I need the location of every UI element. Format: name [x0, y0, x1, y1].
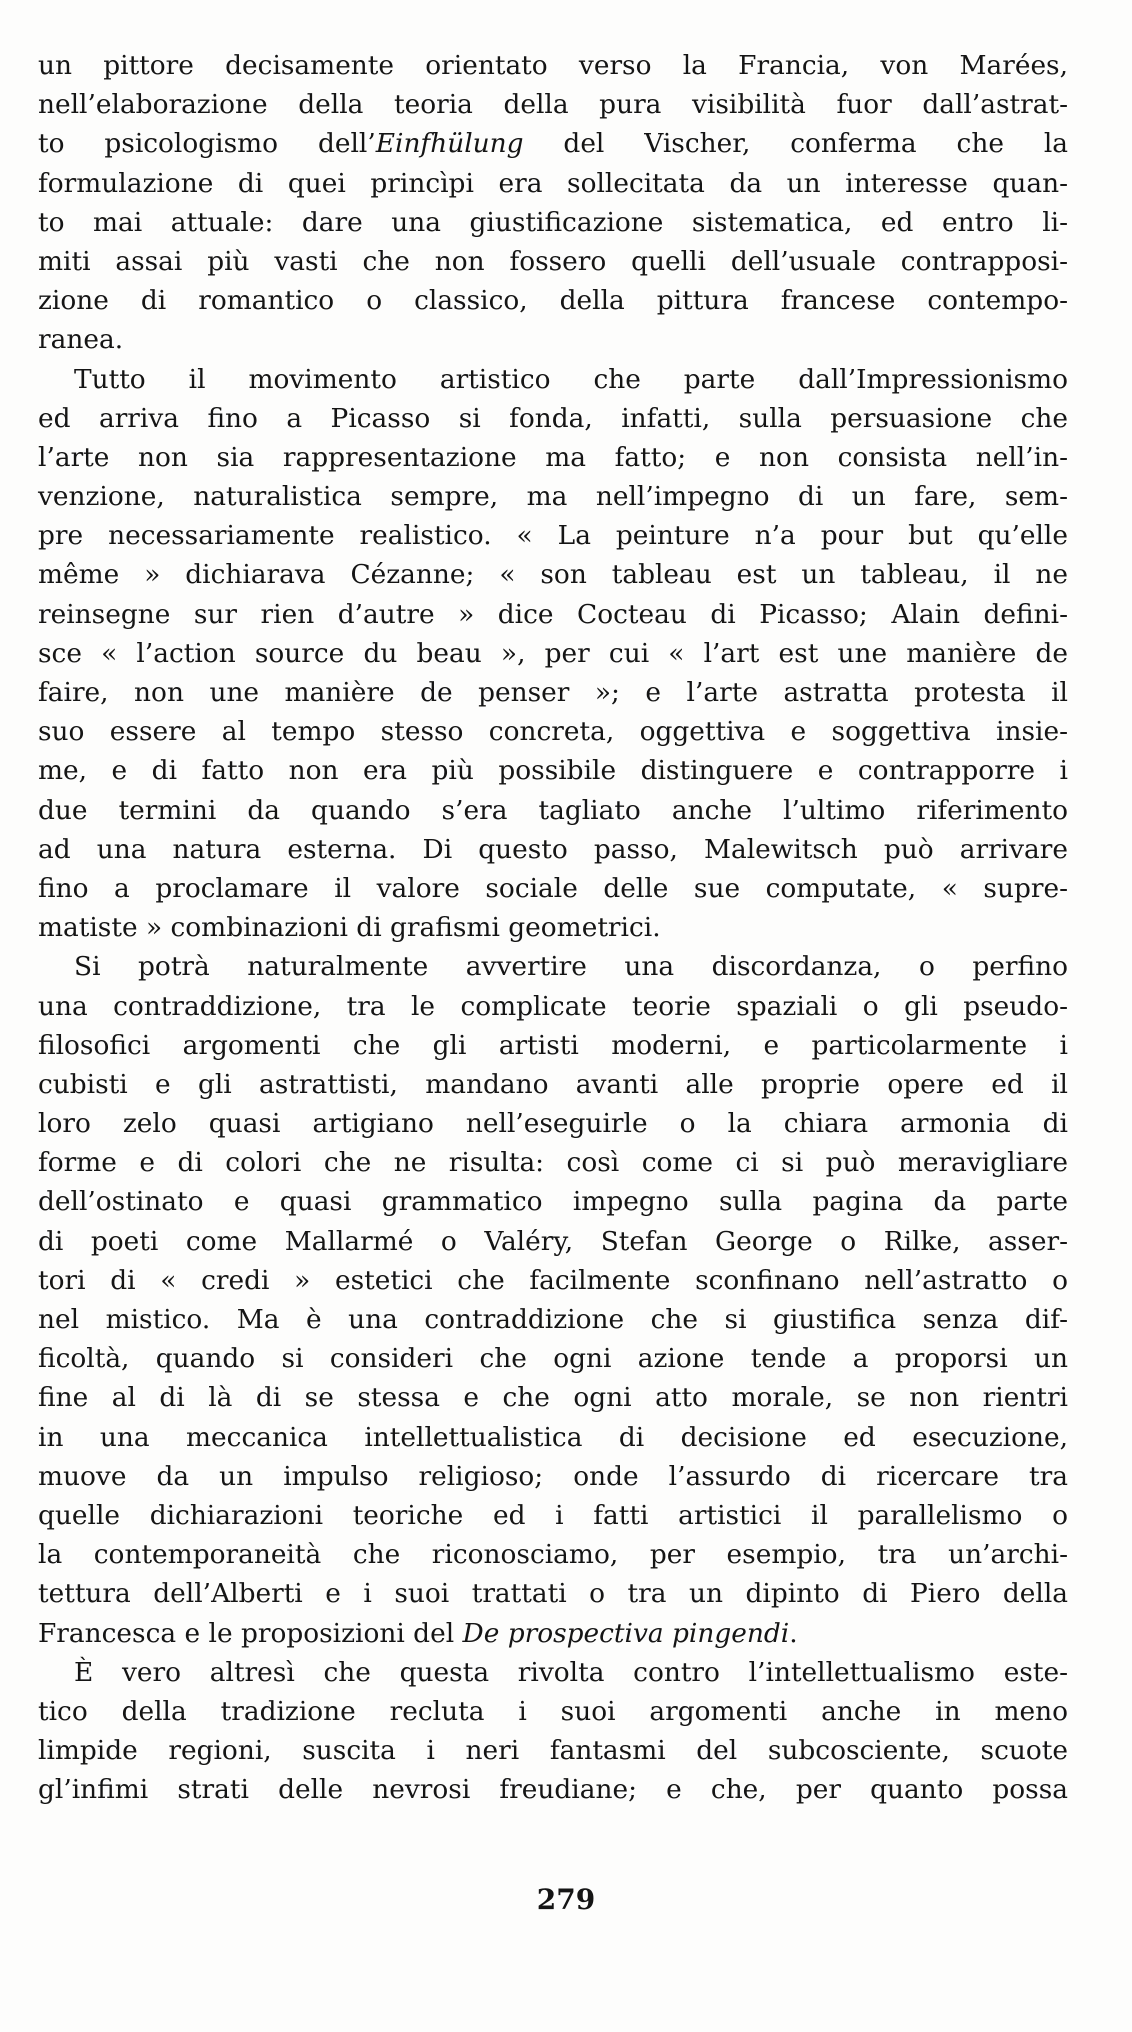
- text-segment: zione di romantico o classico, della pittura francese contempo-: [38, 285, 1068, 317]
- text-segment: di poeti come Mallarmé o Valéry, Stefan George o Rilke, asser-: [38, 1225, 1068, 1257]
- text-segment: Francesca e le proposizioni del: [38, 1617, 463, 1649]
- text-segment: nel mistico. Ma è una contraddizione che si giustifica senza dif-: [38, 1304, 1068, 1335]
- text-segment: sce « l’action source du beau », per cui « l’art est une manière de: [38, 637, 1068, 669]
- text-segment: fino a proclamare il valore sociale delle sue computate, « supre-: [38, 872, 1068, 904]
- text-line: [38, 1026, 1068, 1065]
- text-line: [38, 1143, 1068, 1182]
- text-line: [38, 908, 1068, 947]
- text-segment: me, e di fatto non era più possibile distinguere e contrapporre i: [38, 755, 1068, 787]
- text-line: [38, 1496, 1068, 1535]
- text-segment: È vero altresì che questa rivolta contro l’intellettualismo este-: [74, 1656, 1068, 1688]
- text-line: [38, 1535, 1068, 1574]
- text-segment: dell’ostinato e quasi grammatico impegno sulla pagina da parte: [38, 1186, 1068, 1218]
- text-segment: même » dichiarava Cézanne; « son tableau est un tableau, il ne: [38, 559, 1068, 591]
- text-line: [38, 634, 1068, 673]
- text-segment: la contemporaneità che riconosciamo, per esempio, tra un’archi-: [38, 1539, 1068, 1571]
- italic-title: De prospectiva pingendi: [462, 1617, 790, 1649]
- page-number: 279: [536, 1883, 596, 1916]
- text-line: [38, 1182, 1068, 1221]
- text-line: [38, 438, 1068, 477]
- text-segment: del Vischer, conferma che la: [523, 128, 1069, 160]
- text-line: [38, 1457, 1068, 1496]
- text-segment: formulazione di quei princìpi era sollecitata da un interesse quan-: [38, 167, 1068, 199]
- italic-title: Einfhülung: [375, 128, 524, 160]
- text-line: [38, 947, 1068, 986]
- text-segment: muove da un impulso religioso; onde l’assurdo di ricercare tra: [38, 1460, 1068, 1492]
- text-line: [38, 987, 1068, 1026]
- text-line: [38, 555, 1068, 594]
- text-line: [38, 1418, 1068, 1457]
- text-segment: tori di « credi » estetici che facilmente sconfinano nell’astratto o: [38, 1264, 1068, 1296]
- text-segment: Si potrà naturalmente avvertire una discordanza, o perfino: [74, 951, 1068, 983]
- text-line: [38, 1339, 1068, 1378]
- text-line: [38, 595, 1068, 634]
- text-line: [38, 477, 1068, 516]
- text-segment: ed arriva fino a Picasso si fonda, infatti, sulla persuasione che: [38, 402, 1068, 434]
- text-segment: nell’elaborazione della teoria della pura visibilità fuor dall’astrat-: [38, 89, 1068, 121]
- text-segment: reinsegne sur rien d’autre » dice Cocteau di Picasso; Alain defini-: [38, 598, 1068, 630]
- text-segment: matiste » combinazioni di grafismi geometrici.: [38, 912, 661, 944]
- text-line: [38, 164, 1068, 203]
- text-segment: due termini da quando s’era tagliato anche l’ultimo riferimento: [38, 794, 1068, 826]
- text-segment: l’arte non sia rappresentazione ma fatto; e non consista nell’in-: [38, 441, 1068, 473]
- text-line: [38, 46, 1068, 85]
- text-segment: miti assai più vasti che non fossero quelli dell’usuale contrapposi-: [38, 245, 1068, 277]
- text-line: [38, 203, 1068, 242]
- body-text: [38, 46, 1068, 1809]
- text-segment: un pittore decisamente orientato verso la Francia, von Marées,: [38, 50, 1068, 81]
- text-segment: in una meccanica intellettualistica di decisione ed esecuzione,: [38, 1421, 1068, 1453]
- text-line: [38, 869, 1068, 908]
- text-line: [38, 281, 1068, 320]
- text-line: [38, 830, 1068, 869]
- text-line: [38, 1104, 1068, 1143]
- text-line: [38, 1378, 1068, 1417]
- text-segment: gl’infimi strati delle nevrosi freudiane; e che, per quanto possa: [38, 1774, 1068, 1806]
- text-segment: ad una natura esterna. Di questo passo, Malewitsch può arrivare: [38, 833, 1068, 865]
- text-line: [38, 751, 1068, 790]
- text-line: [38, 673, 1068, 712]
- text-segment: tico della tradizione recluta i suoi argomenti anche in meno: [38, 1695, 1068, 1727]
- text-line: [38, 1065, 1068, 1104]
- text-segment: loro zelo quasi artigiano nell’eseguirle o la chiara armonia di: [38, 1108, 1068, 1140]
- text-line: [38, 1614, 1068, 1653]
- text-line: [38, 516, 1068, 555]
- text-segment: forme e di colori che ne risulta: così come ci si può meravigliare: [38, 1147, 1068, 1179]
- text-line: [38, 320, 1068, 359]
- text-segment: to psicologismo dell’: [38, 128, 376, 160]
- text-segment: faire, non une manière de penser »; e l’arte astratta protesta il: [38, 677, 1068, 708]
- text-segment: tettura dell’Alberti e i suoi trattati o tra un dipinto di Piero della: [38, 1578, 1068, 1610]
- text-line: [38, 1731, 1068, 1770]
- text-segment: to mai attuale: dare una giustificazione sistematica, ed entro li-: [38, 206, 1068, 238]
- text-segment: cubisti e gli astrattisti, mandano avanti alle proprie opere ed il: [38, 1068, 1068, 1100]
- text-line: [38, 1300, 1068, 1339]
- text-line: [38, 399, 1068, 438]
- text-segment: filosofici argomenti che gli artisti moderni, e particolarmente i: [38, 1029, 1068, 1061]
- text-segment: Tutto il movimento artistico che parte dall’Impressionismo: [74, 363, 1068, 395]
- text-segment: limpide regioni, suscita i neri fantasmi del subcosciente, scuote: [38, 1735, 1068, 1767]
- text-line: [38, 360, 1068, 399]
- text-segment: suo essere al tempo stesso concreta, oggettiva e soggettiva insie-: [38, 716, 1068, 748]
- text-line: [38, 1770, 1068, 1809]
- text-segment: pre necessariamente realistico. « La peinture n’a pour but qu’elle: [38, 520, 1068, 552]
- text-segment: ranea.: [38, 324, 124, 356]
- text-segment: venzione, naturalistica sempre, ma nell’impegno di un fare, sem-: [38, 481, 1068, 513]
- text-line: [38, 1222, 1068, 1261]
- text-segment: .: [789, 1617, 798, 1649]
- text-line: [38, 1653, 1068, 1692]
- text-line: [38, 712, 1068, 751]
- text-segment: quelle dichiarazioni teoriche ed i fatti artistici il parallelismo o: [38, 1499, 1068, 1531]
- text-line: [38, 1261, 1068, 1300]
- text-line: [38, 791, 1068, 830]
- text-segment: fine al di là di se stessa e che ogni atto morale, se non rientri: [38, 1382, 1068, 1414]
- text-line: [38, 242, 1068, 281]
- text-segment: una contraddizione, tra le complicate teorie spaziali o gli pseudo-: [38, 990, 1068, 1022]
- text-segment: ficoltà, quando si consideri che ogni azione tende a proporsi un: [38, 1343, 1068, 1375]
- text-line: [38, 85, 1068, 124]
- text-line: [38, 1692, 1068, 1731]
- text-line: [38, 124, 1068, 163]
- text-line: [38, 1574, 1068, 1613]
